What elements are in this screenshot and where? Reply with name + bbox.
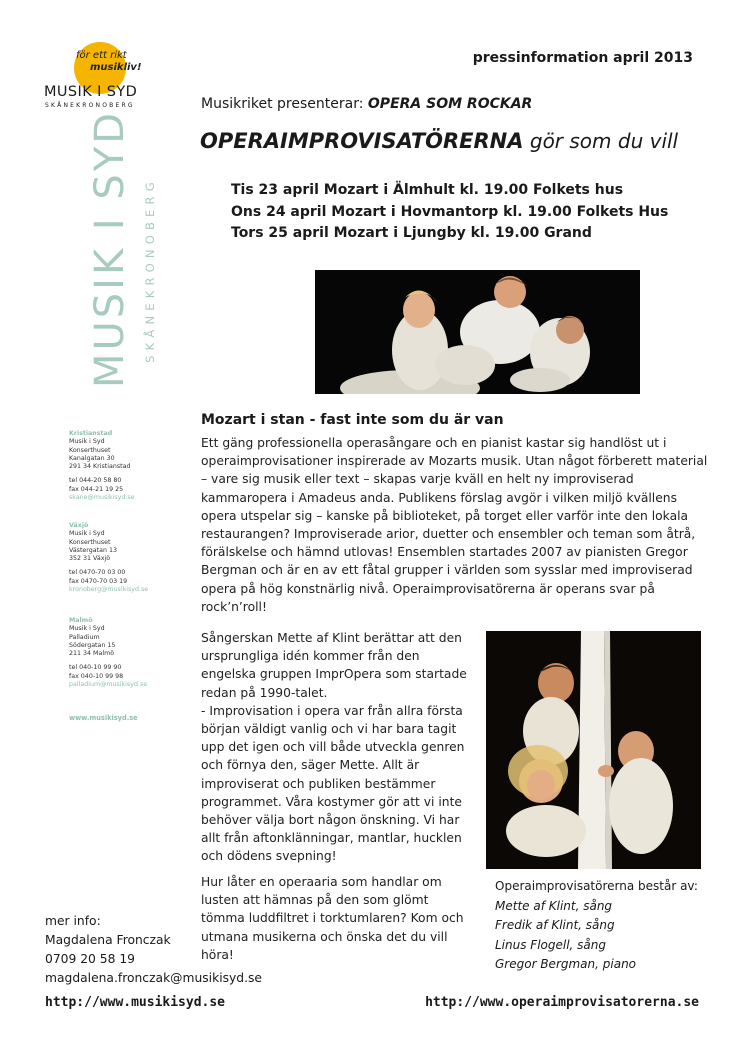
press-info-label: pressinformation april 2013 <box>472 50 693 66</box>
concert-dates <box>231 180 668 245</box>
concert-date: Tis 23 april Mozart i Älmhult kl. 19.00 Folkets hus <box>231 182 624 198</box>
contact-label: mer info: <box>45 914 101 928</box>
address-city: Kristianstad <box>69 430 113 437</box>
address-fax: fax 040-10 99 98 <box>69 672 124 680</box>
address-city: Växjö <box>69 522 89 529</box>
contact-info <box>45 912 262 988</box>
address-line: 291 34 Kristianstad <box>69 463 131 471</box>
musik-i-syd-logo <box>44 42 156 114</box>
contact-phone: 0709 20 58 19 <box>45 952 135 966</box>
address-line: Konserthuset <box>69 538 111 546</box>
address-tel: tel 040-10 99 90 <box>69 664 122 672</box>
cast-member: Mette af Klint, sång <box>495 898 613 913</box>
address-fax: fax 0470-70 03 19 <box>69 577 128 585</box>
vertical-logo-name: MUSIK I SYD <box>87 109 133 388</box>
footer-url-musikisyd[interactable]: http://www.musikisyd.se <box>45 995 226 1010</box>
performers-photo-1 <box>315 270 640 394</box>
address-line: Kanalgatan 30 <box>69 454 115 462</box>
headline-rest: gör som du vill <box>523 129 679 153</box>
cast-member: Gregor Bergman, piano <box>495 957 637 971</box>
article-paragraph-2-quote: - Improvisation i opera var från allra första början väldigt vanlig och vi har bara tagit upp det igen och vill både utveckla genren och förnya den, säger Mette. Allt är improviserat och publiken bestämmer programmet. Våra kostymer gör att vi inte behöver välja bort någon önskning. Vi har allt från aftonklänningar, mantlar, hucklen och dödens svepning! <box>201 703 465 864</box>
article-paragraph-3: Hur låter en operaaria som handlar om lusten att hämnas på den som glömt tömma luddfiltret i torktumlaren? Kom och utmana musikerna och önska det du vill höra! <box>201 875 464 962</box>
address-line: 211 34 Malmö <box>69 650 115 658</box>
headline <box>200 129 678 153</box>
address-city: Malmö <box>69 617 93 624</box>
address-website-link[interactable]: www.musikisyd.se <box>69 714 138 722</box>
address-line: Musik i Syd <box>69 438 105 446</box>
article-paragraph-2 <box>201 629 471 866</box>
headline-bold: OPERAIMPROVISATÖRERNA <box>200 129 524 153</box>
address-fax: fax 044-21 19 25 <box>69 485 124 493</box>
logo-name: MUSIK I SYD <box>44 84 138 100</box>
address-line: Västergatan 13 <box>69 546 117 554</box>
address-block-vaxjo <box>69 522 148 594</box>
article-paragraph-1: Ett gäng professionella operasångare och en pianist kastar sig handlöst ut i operaimprovisationer inspirerade av Mozarts musik. Utan något förberett material – vare sig musik eller text – skapas varje kväll en helt ny improviserad kammaropera i Amadeus anda. Publikens förslag avgör i vilken miljö kvällens opera utspelar sig – kanske på biblioteket, på torget eller varför inte den lokala restaurangen? Improviserade arior, duetter och ensembler och teman som åtrå, förälskelse och hämnd utlovas! Ensemblen startades 2007 av pianisten Gregor Bergman och är en av ett fåtal grupper i världen som sysslar med improviserad opera på hög konstnärlig nivå. Operaimprovisatörerna är operans svar på rock’n’roll! <box>201 436 708 614</box>
address-tel: tel 0470-70 03 00 <box>69 569 126 577</box>
address-tel: tel 044-20 58 80 <box>69 477 122 485</box>
presents-line <box>201 96 532 112</box>
concert-date: Ons 24 april Mozart i Hovmantorp kl. 19.00 Folkets Hus <box>231 203 669 220</box>
address-block-malmo <box>69 617 147 689</box>
article-paragraph-2-intro: Sångerskan Mette af Klint berättar att den ursprungliga idén kommer från den engelska gruppen ImprOpera som startade redan på 1990-talet. <box>201 631 467 700</box>
address-line: Konserthuset <box>69 446 111 454</box>
cast-member: Linus Flogell, sång <box>495 937 606 952</box>
address-line: Palladium <box>69 633 100 641</box>
logo-slogan-line2: musikliv! <box>90 62 142 73</box>
concert-date: Tors 25 april Mozart i Ljungby kl. 19.00 Grand <box>231 225 592 241</box>
cast-member: Fredik af Klint, sång <box>495 918 615 932</box>
address-line: Musik i Syd <box>69 530 105 538</box>
cast-heading: Operaimprovisatörerna består av: <box>495 879 698 893</box>
address-email: palladium@musikisyd.se <box>69 681 148 689</box>
presents-prefix: Musikriket presenterar: <box>201 96 368 112</box>
article-subheading: Mozart i stan - fast inte som du är van <box>201 412 504 428</box>
address-line: 352 31 Växjö <box>69 555 111 563</box>
address-email: skane@musikisyd.se <box>69 494 135 502</box>
address-line: Musik i Syd <box>69 625 105 633</box>
cast-list <box>495 877 698 975</box>
address-email: kronoberg@musikisyd.se <box>69 586 149 594</box>
contact-name: Magdalena Fronczak <box>45 933 171 947</box>
vertical-brand-logo <box>52 109 157 390</box>
footer-url-operaimprovisatorerna[interactable]: http://www.operaimprovisatorerna.se <box>425 995 699 1010</box>
logo-region: SKÅNEKRONOBERG <box>45 102 135 109</box>
presents-title: OPERA SOM ROCKAR <box>367 96 533 112</box>
performers-photo-2 <box>486 631 701 869</box>
address-line: Södergatan 15 <box>69 641 116 649</box>
address-block-kristianstad <box>69 430 135 502</box>
logo-slogan-line1: för ett rikt <box>76 50 127 61</box>
vertical-logo-region: SKÅNEKRONOBERG <box>143 177 157 363</box>
contact-email[interactable]: magdalena.fronczak@musikisyd.se <box>45 971 262 985</box>
